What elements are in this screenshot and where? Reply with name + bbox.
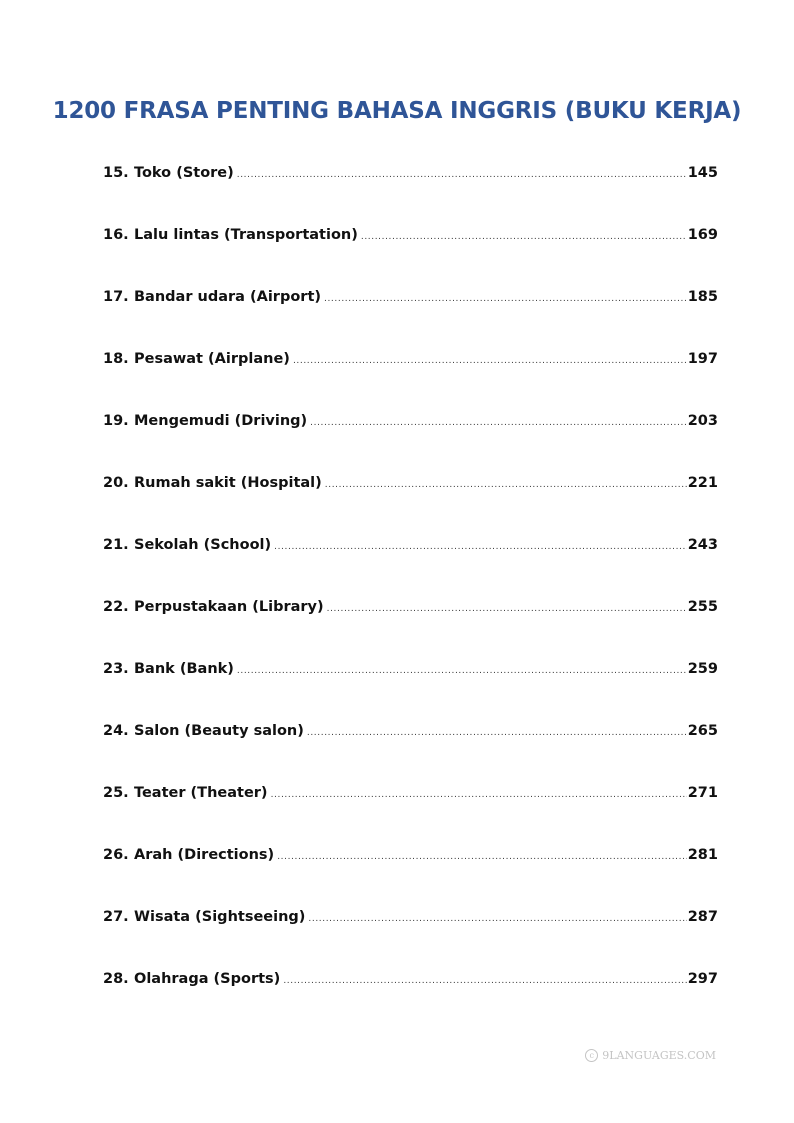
toc-entry-page: 259: [687, 661, 718, 677]
dot-leader: [325, 472, 687, 498]
toc-entry[interactable]: [103, 346, 718, 408]
toc-entry-page: 185: [687, 289, 718, 305]
toc-entry-number: 17.: [103, 289, 129, 305]
toc-entry-number: 18.: [103, 351, 129, 367]
toc-entry[interactable]: [103, 842, 718, 904]
toc-entry-number: 26.: [103, 847, 129, 863]
footer-text: 9LANGUAGES.COM: [602, 1049, 716, 1062]
toc-entry-page: 265: [687, 723, 718, 739]
toc-entry[interactable]: [103, 222, 718, 284]
toc-entry-page: 221: [687, 475, 718, 491]
dot-leader: [237, 658, 687, 684]
toc-entry-page: 255: [687, 599, 718, 615]
toc-entry-label: Sekolah (School): [134, 537, 272, 553]
toc-entry[interactable]: [103, 594, 718, 656]
footer-watermark: [585, 1049, 716, 1062]
toc-entry-label: Olahraga (Sports): [134, 971, 281, 987]
toc-entry[interactable]: [103, 656, 718, 718]
toc-entry-label: Teater (Theater): [134, 785, 268, 801]
toc-entry-page: 145: [687, 165, 718, 181]
page-title: 1200 FRASA PENTING BAHASA INGGRIS (BUKU KERJA): [52, 98, 742, 125]
dot-leader: [271, 782, 687, 808]
toc-entry-page: 243: [687, 537, 718, 553]
dot-leader: [324, 286, 687, 312]
toc-entry-label: Pesawat (Airplane): [134, 351, 290, 367]
dot-leader: [274, 534, 687, 560]
toc-entry-label: Lalu lintas (Transportation): [134, 227, 358, 243]
toc-entry-number: 22.: [103, 599, 129, 615]
toc-entry-label: Bandar udara (Airport): [134, 289, 322, 305]
toc-entry-page: 297: [687, 971, 718, 987]
toc-entry[interactable]: [103, 408, 718, 470]
toc-entry[interactable]: [103, 470, 718, 532]
dot-leader: [293, 348, 687, 374]
toc-entry-number: 23.: [103, 661, 129, 677]
toc-entry-number: 27.: [103, 909, 129, 925]
dot-leader: [361, 224, 687, 250]
toc-entry-label: Bank (Bank): [134, 661, 234, 677]
toc-entry-label: Rumah sakit (Hospital): [134, 475, 322, 491]
toc-entry[interactable]: [103, 718, 718, 780]
toc-entry-number: 15.: [103, 165, 129, 181]
dot-leader: [277, 844, 687, 870]
table-of-contents: [103, 160, 718, 1028]
toc-entry-page: 169: [687, 227, 718, 243]
toc-entry-page: 197: [687, 351, 718, 367]
toc-entry-number: 16.: [103, 227, 129, 243]
dot-leader: [307, 720, 687, 746]
dot-leader: [310, 410, 687, 436]
toc-entry[interactable]: [103, 904, 718, 966]
toc-entry-number: 24.: [103, 723, 129, 739]
toc-entry-label: Mengemudi (Driving): [134, 413, 308, 429]
toc-entry-number: 28.: [103, 971, 129, 987]
toc-entry-page: 271: [687, 785, 718, 801]
toc-entry-number: 25.: [103, 785, 129, 801]
toc-entry-page: 203: [687, 413, 718, 429]
copyright-icon: c: [585, 1049, 598, 1062]
toc-entry-label: Arah (Directions): [134, 847, 275, 863]
toc-entry-number: 21.: [103, 537, 129, 553]
dot-leader: [308, 906, 686, 932]
toc-entry-number: 20.: [103, 475, 129, 491]
toc-entry[interactable]: [103, 966, 718, 1028]
toc-entry-page: 281: [687, 847, 718, 863]
dot-leader: [237, 162, 687, 188]
dot-leader: [327, 596, 687, 622]
toc-entry[interactable]: [103, 780, 718, 842]
toc-entry-label: Wisata (Sightseeing): [134, 909, 306, 925]
toc-entry-label: Salon (Beauty salon): [134, 723, 304, 739]
toc-entry[interactable]: [103, 532, 718, 594]
toc-entry-label: Toko (Store): [134, 165, 234, 181]
dot-leader: [283, 968, 686, 994]
toc-entry[interactable]: [103, 160, 718, 222]
toc-entry[interactable]: [103, 284, 718, 346]
toc-entry-label: Perpustakaan (Library): [134, 599, 324, 615]
toc-entry-number: 19.: [103, 413, 129, 429]
toc-entry-page: 287: [687, 909, 718, 925]
